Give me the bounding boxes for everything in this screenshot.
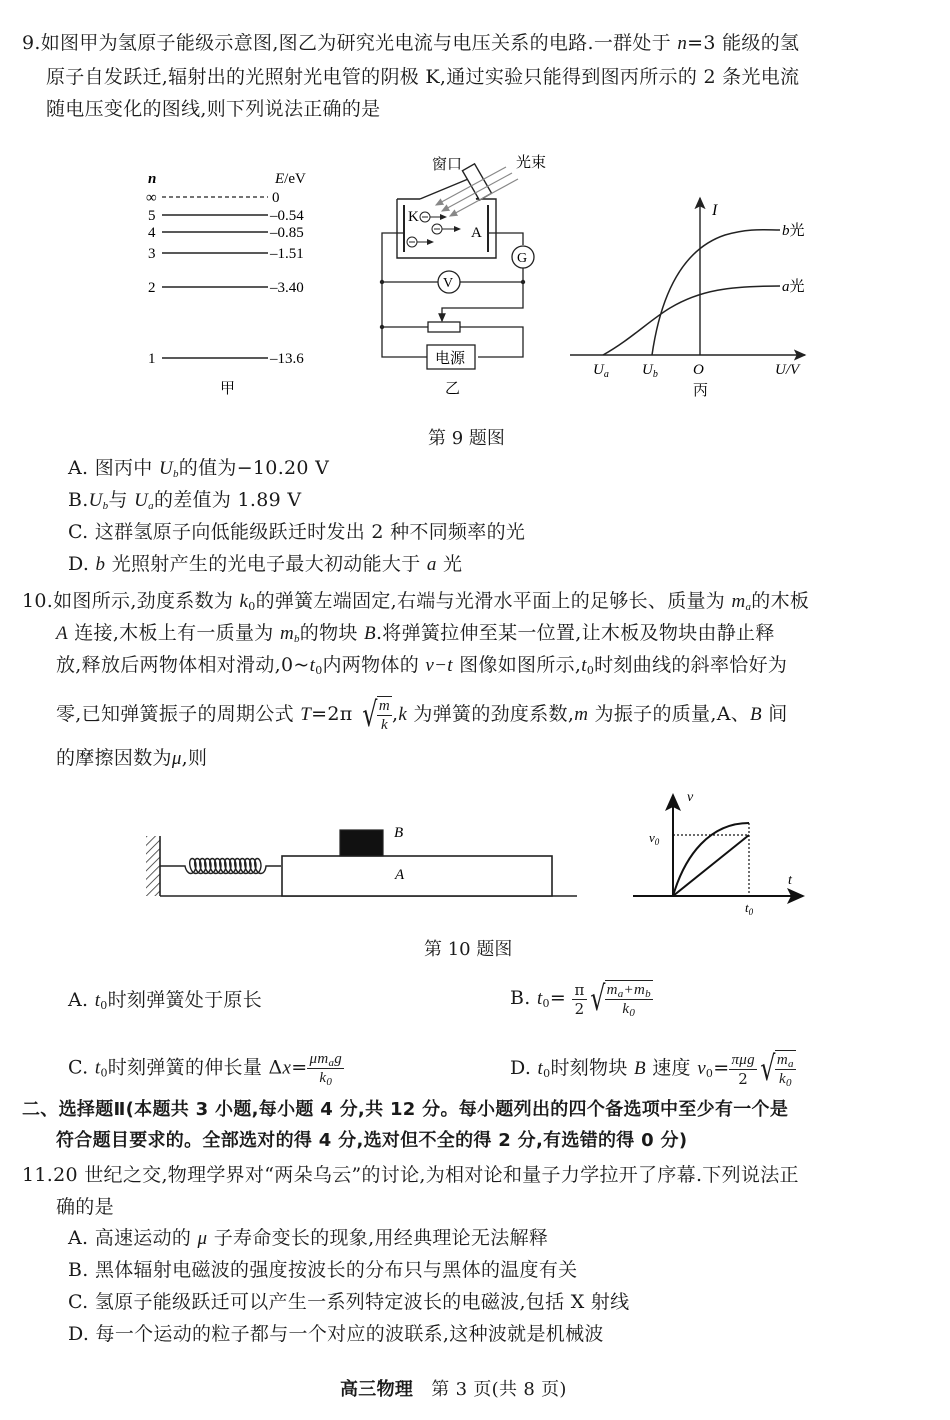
q9-option-d[interactable]: D. b 光照射产生的光电子最大初动能大于 a 光 — [68, 553, 463, 575]
svg-text:3: 3 — [148, 246, 156, 262]
q10-stem-line5: 的摩擦因数为μ,则 — [56, 747, 208, 769]
q9-stem-line1 — [22, 30, 799, 57]
figure-caption-q9: 第 9 题图 — [428, 428, 505, 449]
q9-option-b[interactable]: $B.U_b$与 $U_a$的差值为 1.89 V — [68, 489, 302, 512]
svg-text:–1.51: –1.51 — [270, 246, 304, 262]
var-n: n — [677, 33, 688, 54]
spring-board-block-diagram — [140, 800, 580, 910]
n-axis-label: n — [148, 171, 157, 187]
ua-label: $U_a$ — [593, 362, 609, 380]
e-axis-label: E/eV — [275, 171, 306, 187]
velocity-time-graph — [625, 785, 815, 915]
ub-label: $U_b$ — [642, 362, 658, 380]
q11-stem-line2: 确的是 — [56, 1196, 114, 1218]
q10-option-c[interactable]: C. $t_0$时刻弹簧的伸长量 Δx= $\frac{\mu m_ag}{k_0}$ — [68, 1051, 343, 1088]
svg-text:0: 0 — [272, 190, 280, 206]
q10-option-b[interactable]: B. $t_0=$ $\frac{\pi}{2}$ √ $\frac{m_a+m_b}{k_0}$ — [510, 979, 651, 1019]
q11-stem-line1: 11.20 世纪之交,物理学界对“两朵乌云”的讨论,为相对论和量子力学拉开了序幕.下列说法正 — [22, 1164, 799, 1186]
t-axis-label: t — [788, 873, 792, 888]
q11-option-b[interactable]: B. 黑体辐射电磁波的强度按波长的分布只与黑体的温度有关 — [68, 1259, 578, 1281]
question-number: 11. — [22, 1164, 54, 1186]
period-formula-sqrt: √ $\frac{m}{k}$ — [362, 695, 391, 735]
figure-label-jia: 甲 — [220, 381, 236, 397]
svg-text:∞: ∞ — [146, 190, 157, 206]
svg-text:–0.85: –0.85 — [270, 225, 304, 241]
q10-stem-line4: 零,已知弹簧振子的周期公式 T=2π √ $\frac{m}{k}$ ,k 为弹簧的劲度系数,m 为振子的质量,A、B 间 — [56, 695, 788, 735]
q10-option-d[interactable]: D. $t_0$时刻物块 B 速度 $v_0=$ $\frac{\text{πμg}}{2}$ √ $\frac{m_a}{k_0}$ — [510, 1049, 794, 1089]
footer-page-number: 第 3 页(共 8 页) — [431, 1379, 567, 1400]
q11-option-d[interactable]: D. 每一个运动的粒子都与一个对应的波联系,这种波就是机械波 — [68, 1323, 604, 1345]
q10-stem-line3: 放,释放后两物体相对滑动$,0\sim t_0$内两物体的 v−t 图像如图所示$,t_0$时刻曲线的斜率恰好为 — [56, 654, 788, 677]
question-number: 9. — [22, 32, 41, 54]
svg-text:–3.40: –3.40 — [270, 280, 304, 296]
q10-option-a[interactable]: A. $t_0$时刻弹簧处于原长 — [68, 989, 263, 1012]
cathode-label: K — [408, 209, 419, 225]
svg-text:–13.6: –13.6 — [270, 351, 304, 367]
photocurrent-voltage-graph — [560, 190, 820, 405]
energy-level-diagram — [140, 165, 340, 400]
q11-option-c[interactable]: C. 氢原子能级跃迁可以产生一系列特定波长的电磁波,包括 X 射线 — [68, 1291, 630, 1313]
block-b-label: B — [394, 825, 404, 841]
power-source-label: 电源 — [435, 351, 466, 367]
section2-header-line2: 符合题目要求的。全部选对的得 4 分,选对但不全的得 2 分,有选错的得 0 分) — [56, 1130, 688, 1151]
q9-text: =3 能级的氢 — [687, 32, 800, 54]
curve-b-label: b光 — [782, 223, 805, 239]
photoelectric-circuit-diagram — [370, 145, 570, 400]
curve-a-label: a光 — [782, 279, 805, 295]
svg-text:2: 2 — [148, 280, 156, 296]
q9-option-c[interactable]: C. 这群氢原子向低能级跃迁时发出 2 种不同频率的光 — [68, 521, 526, 543]
figure-label-yi: 乙 — [445, 381, 461, 397]
figure-caption-q10: 第 10 题图 — [424, 939, 513, 960]
figure-label-bing: 丙 — [693, 383, 709, 399]
q9-option-a[interactable]: A. 图丙中 $U_b$的值为−10.20 V — [68, 457, 330, 480]
voltmeter-label: V — [443, 276, 454, 291]
page-footer — [340, 1377, 567, 1403]
q9-stem-line2: 原子自发跃迁,辐射出的光照射光电管的阴极 K,通过实验只能得到图丙所示的 2 条光电流 — [46, 66, 800, 88]
x-axis-label: U/V — [775, 362, 800, 378]
t0-label: $t_0$ — [745, 900, 754, 915]
svg-text:5: 5 — [148, 208, 156, 224]
origin-label: O — [693, 362, 704, 378]
y-axis-label: I — [712, 202, 718, 219]
svg-text:4: 4 — [148, 225, 156, 241]
q9-stem-line3: 随电压变化的图线,则下列说法正确的是 — [46, 98, 381, 120]
window-label: 窗口 — [432, 157, 463, 173]
section2-header-line1: 二、选择题Ⅱ(本题共 3 小题,每小题 4 分,共 12 分。每小题列出的四个备选项中至少有一个是 — [22, 1099, 789, 1120]
q10-stem-line1: 10.如图所示,劲度系数为 $k_0$的弹簧左端固定,右端与光滑水平面上的足够长、质量为 $m_a$的木板 — [22, 590, 810, 613]
svg-text:1: 1 — [148, 351, 156, 367]
anode-label: A — [471, 225, 482, 241]
v0-label: $v_0$ — [649, 830, 660, 847]
q9-text: 如图甲为氢原子能级示意图,图乙为研究光电流与电压关系的电路.一群处于 — [40, 32, 678, 54]
q10-stem-line2: A 连接,木板上有一质量为 $m_b$的物块 B.将弹簧拉伸至某一位置,让木板及物块由静止释 — [56, 622, 775, 645]
v-axis-label: v — [687, 790, 694, 805]
q11-option-a[interactable]: A. 高速运动的 μ 子寿命变长的现象,用经典理论无法解释 — [68, 1227, 549, 1249]
board-a-label: A — [395, 867, 405, 883]
svg-text:–0.54: –0.54 — [270, 208, 304, 224]
question-number: 10. — [22, 590, 54, 612]
footer-subject: 高三物理 — [340, 1379, 414, 1400]
galvanometer-label: G — [517, 251, 528, 266]
beam-label: 光束 — [516, 155, 547, 171]
